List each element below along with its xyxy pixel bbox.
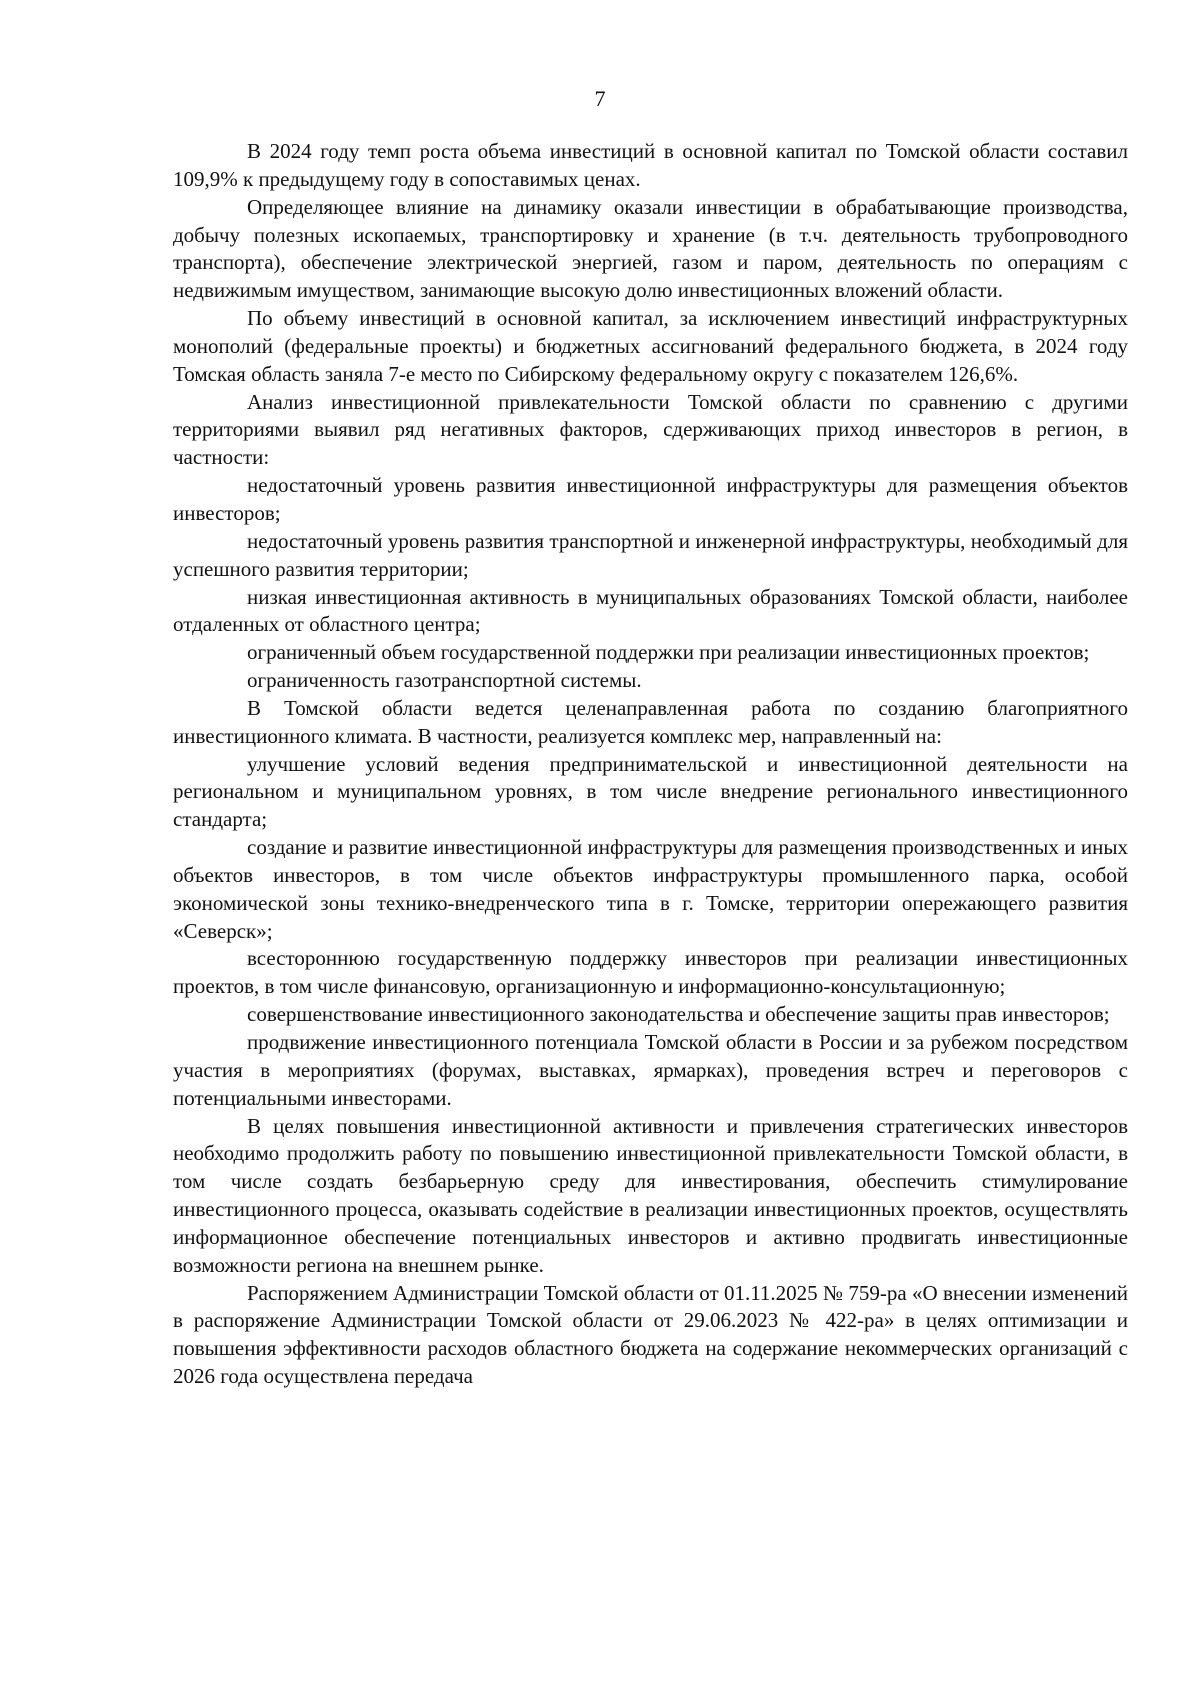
paragraph-defining-influence: Определяющее влияние на динамику оказали инвестиции в обрабатывающие производства, добычу полезных ископаемых, транспортировку и хранение (в т.ч. деятельность трубопроводного транспорта), обеспечение электрической энергией, газом и паром, деятельность по операциям с недвижимым имуществом, занимающие высокую долю инвестиционных вложений области. — [173, 194, 1128, 303]
paragraph-investment-volume-rank: По объему инвестиций в основной капитал, за исключением инвестиций инфраструктурных монополий (федеральные проекты) и бюджетных ассигнований федерального бюджета, в 2024 году Томская область заняла 7-е место по Сибирскому федеральному округу с показателем 126,6%. — [173, 306, 1128, 386]
list-item-gas-system: ограниченность газотранспортной системы. — [247, 668, 642, 693]
list-item-investment-infrastructure: недостаточный уровень развития инвестиционной инфраструктуры для размещения объектов инвесторов; — [173, 473, 1128, 525]
list-item-conditions-improvement: улучшение условий ведения предпринимательской и инвестиционной деятельности на региональном и муниципальном уровнях, в том числе внедрение регионального инвестиционного стандарта; — [173, 751, 1128, 832]
paragraph-investment-climate: В Томской области ведется целенаправленная работа по созданию благоприятного инвестиционного климата. В частности, реализуется комплекс мер, направленный на: — [173, 695, 1128, 748]
page-number: 7 — [594, 86, 606, 111]
paragraph-investment-growth: В 2024 году темп роста объема инвестиций в основной капитал по Томской области составил 109,9% к предыдущему году в сопоставимых ценах. — [173, 139, 1128, 191]
document-body — [173, 138, 1128, 1391]
list-item-transport-infrastructure: недостаточный уровень развития транспортной и инженерной инфраструктуры, необходимый для успешного развития территории; — [173, 528, 1128, 581]
list-item-state-support: всестороннюю государственную поддержку инвесторов при реализации инвестиционных проектов, в том числе финансовую, организационную и информационно-консультационную; — [173, 946, 1128, 999]
list-item-promotion: продвижение инвестиционного потенциала Томской области в России и за рубежом посредством участия в мероприятиях (форумах, выставках, ярмарках), проведения встреч и переговоров с потенциальными инвесторами. — [173, 1030, 1128, 1110]
paragraph-administration-order: Распоряжением Администрации Томской области от 01.11.2025 № 759-ра «О внесении изменений в распоряжение Администрации Томской области от 29.06.2023 № 422-ра» в целях оптимизации и повышения эффективности расходов областного бюджета на содержание некоммерческих организаций с 2026 года осуществлена передача — [173, 1280, 1128, 1389]
list-item-low-activity: низкая инвестиционная активность в муниципальных образованиях Томской области, наиболее отдаленных от областного центра; — [173, 584, 1128, 637]
list-item-legislation: совершенствование инвестиционного законодательства и обеспечение защиты прав инвесторов; — [247, 1002, 1110, 1027]
paragraph-attractiveness-analysis: Анализ инвестиционной привлекательности Томской области по сравнению с другими территориями выявил ряд негативных факторов, сдерживающих приход инвесторов в регион, в частности: — [173, 389, 1128, 470]
paragraph-strategic-investors: В целях повышения инвестиционной активности и привлечения стратегических инвесторов необходимо продолжить работу по повышению инвестиционной привлекательности Томской области, в том числе создать безбарьерную среду для инвестирования, обеспечить стимулирование инвестиционного процесса, оказывать содействие в реализации инвестиционных проектов, осуществлять информационное обеспечение потенциальных инвесторов и активно продвигать инвестиционные возможности региона на внешнем рынке. — [173, 1113, 1128, 1277]
list-item-infrastructure-development: создание и развитие инвестиционной инфраструктуры для размещения производственных и иных объектов инвесторов, в том числе объектов инфраструктуры промышленного парка, особой экономической зоны технико-внедренческого типа в г. Томске, территории опережающего развития «Северск»; — [173, 835, 1128, 943]
list-item-limited-support: ограниченный объем государственной поддержки при реализации инвестиционных проектов; — [247, 640, 1090, 665]
